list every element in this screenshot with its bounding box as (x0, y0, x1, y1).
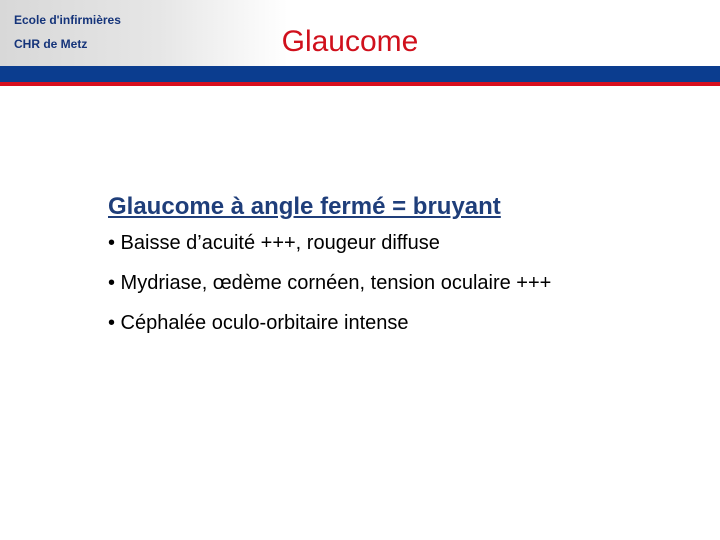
logo-school-name: Ecole d'infirmières (14, 13, 121, 27)
bullet-item: • Baisse d’acuité +++, rougeur diffuse (108, 232, 440, 254)
content-heading: Glaucome à angle fermé = bruyant (108, 193, 501, 220)
slide-title: Glaucome (281, 25, 419, 58)
slide-content (108, 190, 688, 351)
bullet-item: • Mydriase, œdème cornéen, tension oculaire +++ (108, 272, 552, 294)
header-red-line (0, 82, 720, 86)
bullet-item: • Céphalée oculo-orbitaire intense (108, 312, 409, 334)
header-blue-bar (0, 66, 720, 82)
logo-hospital-name: CHR de Metz (14, 37, 88, 51)
slide-header (0, 0, 720, 90)
